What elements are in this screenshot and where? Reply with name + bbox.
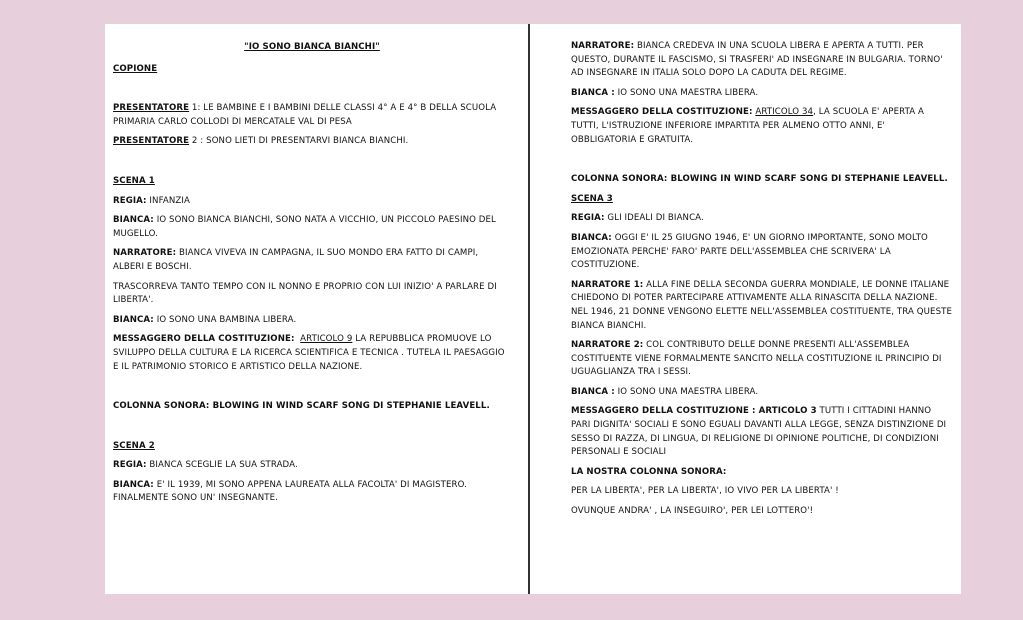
spacer xyxy=(113,82,511,102)
bianca-3-label: BIANCA: xyxy=(113,479,154,490)
document-sheet xyxy=(105,24,961,594)
spacer xyxy=(113,155,511,175)
bianca-1-line xyxy=(113,214,511,241)
spacer xyxy=(113,380,511,400)
bianca-2-line xyxy=(113,314,511,328)
right-column xyxy=(571,40,953,525)
presentatore-2-label: PRESENTATORE xyxy=(113,136,190,147)
presentatore-1-label: PRESENTATORE xyxy=(113,103,190,114)
presentatore-2-line xyxy=(113,135,511,149)
song-line-1: PER LA LIBERTA', PER LA LIBERTA', IO VIVO PER LA LIBERTA' ! xyxy=(571,486,839,497)
messaggero-1-text: LA REPUBBLICA PROMUOVE LO SVILUPPO DELLA CULTURA E LA RICERCA SCIENTIFICA E TECNICA . TUTELA IL PAESAGGIO E IL PATRIMONIO STORICO E ARTISTICO DELLA NAZIONE. xyxy=(113,334,505,372)
messaggero-2-line xyxy=(571,106,953,147)
bianca-2-label: BIANCA: xyxy=(113,314,154,325)
bianca-5-line xyxy=(571,232,953,273)
narratore-2-line xyxy=(571,40,953,81)
messaggero-2-text: , LA SCUOLA E' APERTA A TUTTI, L'ISTRUZIONE INFERIORE IMPARTITA PER ALMENO OTTO ANNI, E' OBBLIGATORIA E GRATUITA. xyxy=(571,107,925,145)
bianca-1-text: IO SONO BIANCA BIANCHI, SONO NATA A VICCHIO, UN PICCOLO PAESINO DEL MUGELLO. xyxy=(113,215,496,239)
spacer xyxy=(113,420,511,440)
scena-3-heading: SCENA 3 xyxy=(571,193,613,204)
script-title: "IO SONO BIANCA BIANCHI" xyxy=(244,42,380,52)
messaggero-1-label: MESSAGGERO DELLA COSTITUZIONE: xyxy=(113,334,295,345)
regia-1-text: INFANZIA xyxy=(146,195,190,206)
bianca-4-line xyxy=(571,87,953,101)
narratore-1-label: NARRATORE: xyxy=(113,248,177,259)
regia-3-label: REGIA: xyxy=(571,213,605,224)
spacer xyxy=(571,153,953,173)
narratore-4-line xyxy=(571,339,953,380)
bianca-6-line xyxy=(571,386,953,400)
trascorreva-line: TRASCORREVA TANTO TEMPO CON IL NONNO E PROPRIO CON LUI INIZIO' A PARLARE DI LIBERTA'. xyxy=(113,281,497,306)
narratore-3-text: ALLA FINE DELLA SECONDA GUERRA MONDIALE, LE DONNE ITALIANE CHIEDONO DI POTER PARTECIPARE ATTIVAMENTE ALLA RINASCITA DELLA NAZIONE. NEL 1946, 21 DONNE VENGONO ELETTE NELL'ASSEMBLEA COSTITUENTE, TRA QUESTE BIANCA BIANCHI. xyxy=(571,279,953,331)
presentatore-1-text: 1: LE BAMBINE E I BAMBINI DELLE CLASSI 4° A E 4° B DELLA SCUOLA PRIMARIA CARLO COLLODI DI MERCATALE VAL DI PESA xyxy=(113,103,497,127)
narratore-3-line xyxy=(571,279,953,333)
bianca-5-text: OGGI E' IL 25 GIUGNO 1946, E' UN GIORNO IMPORTANTE, SONO MOLTO EMOZIONATA PERCHE' FARO' PARTE DELL'ASSEMBLEA CHE SCRIVERA' LA COSTITUZIONE. xyxy=(571,232,928,271)
bianca-5-label: BIANCA: xyxy=(571,232,612,243)
song-line-2: OVUNQUE ANDRA' , LA INSEGUIRO', PER LEI LOTTERO'! xyxy=(571,506,814,517)
presentatore-2-text: 2 : SONO LIETI DI PRESENTARVI BIANCA BIANCHI. xyxy=(189,136,409,147)
messaggero-3-text: TUTTI I CITTADINI HANNO PARI DIGNITA' SOCIALI E SONO EGUALI DAVANTI ALLA LEGGE, SENZA DISTINZIONE DI SESSO DI RAZZA, DI LINGUA, DI RELIGIONE DI OPINIONE POLITICHE, DI CONDIZIONI PERSONALI E SOCIALI xyxy=(571,406,947,458)
narratore-1-line xyxy=(113,247,511,274)
messaggero-1-line xyxy=(113,333,511,374)
regia-1-label: REGIA: xyxy=(113,195,147,206)
regia-3-text: GLI IDEALI DI BIANCA. xyxy=(604,213,704,224)
bianca-4-text: IO SONO UNA MAESTRA LIBERA. xyxy=(614,87,759,98)
narratore-4-text: COL CONTRIBUTO DELLE DONNE PRESENTI ALL'ASSEMBLEA COSTITUENTE VIENE FORMALMENTE SANCITO NELLA COSTITUZIONE IL PRINCIPIO DI UGUAGLIANZA TRA I SESSI. xyxy=(571,340,942,378)
narratore-3-label: NARRATORE 1: xyxy=(571,279,644,290)
regia-2-line xyxy=(113,459,511,473)
messaggero-3-label: MESSAGGERO DELLA COSTITUZIONE : ARTICOLO 3 xyxy=(571,406,817,417)
regia-2-text: BIANCA SCEGLIE LA SUA STRADA. xyxy=(146,460,298,471)
bianca-3-text: E' IL 1939, MI SONO APPENA LAUREATA ALLA FACOLTA' DI MAGISTERO. FINALMENTE SONO UN' INSEGNANTE. xyxy=(113,479,467,504)
regia-2-label: REGIA: xyxy=(113,460,147,471)
regia-1-line xyxy=(113,195,511,209)
messaggero-2-label: MESSAGGERO DELLA COSTITUZIONE: xyxy=(571,107,753,118)
scena-2-heading: SCENA 2 xyxy=(113,440,155,451)
bianca-6-label: BIANCA : xyxy=(571,386,615,397)
bianca-1-label: BIANCA: xyxy=(113,215,154,226)
bianca-6-text: IO SONO UNA MAESTRA LIBERA. xyxy=(614,386,759,397)
articolo-9-link: ARTICOLO 9 xyxy=(300,334,353,345)
bianca-4-label: BIANCA : xyxy=(571,87,615,98)
narratore-2-label: NARRATORE: xyxy=(571,41,635,51)
narratore-4-label: NARRATORE 2: xyxy=(571,340,644,351)
scena-1-heading: SCENA 1 xyxy=(113,175,155,186)
messaggero-3-line xyxy=(571,405,953,459)
colonna-sonora-2: COLONNA SONORA: BLOWING IN WIND SCARF SONG DI STEPHANIE LEAVELL. xyxy=(571,174,948,185)
copione-heading: COPIONE xyxy=(113,63,158,74)
left-column xyxy=(113,41,511,512)
narratore-1-text: BIANCA VIVEVA IN CAMPAGNA, IL SUO MONDO ERA FATTO DI CAMPI, ALBERI E BOSCHI. xyxy=(113,248,479,272)
colonna-sonora-3: LA NOSTRA COLONNA SONORA: xyxy=(571,466,727,477)
colonna-sonora-1: COLONNA SONORA: BLOWING IN WIND SCARF SONG DI STEPHANIE LEAVELL. xyxy=(113,401,490,412)
articolo-34-link: ARTICOLO 34 xyxy=(755,107,814,118)
column-divider xyxy=(528,24,530,594)
bianca-2-text: IO SONO UNA BAMBINA LIBERA. xyxy=(153,314,297,325)
bianca-3-line xyxy=(113,479,511,506)
narratore-2-text: BIANCA CREDEVA IN UNA SCUOLA LIBERA E APERTA A TUTTI. PER QUESTO, DURANTE IL FASCISMO, SI TRASFERI' AD INSEGNARE IN BULGARIA. TORNO' AD INSEGNARE IN ITALIA SOLO DOPO LA CADUTA DEL REGIME. xyxy=(571,41,943,79)
regia-3-line xyxy=(571,212,953,226)
presentatore-1-line xyxy=(113,102,511,129)
